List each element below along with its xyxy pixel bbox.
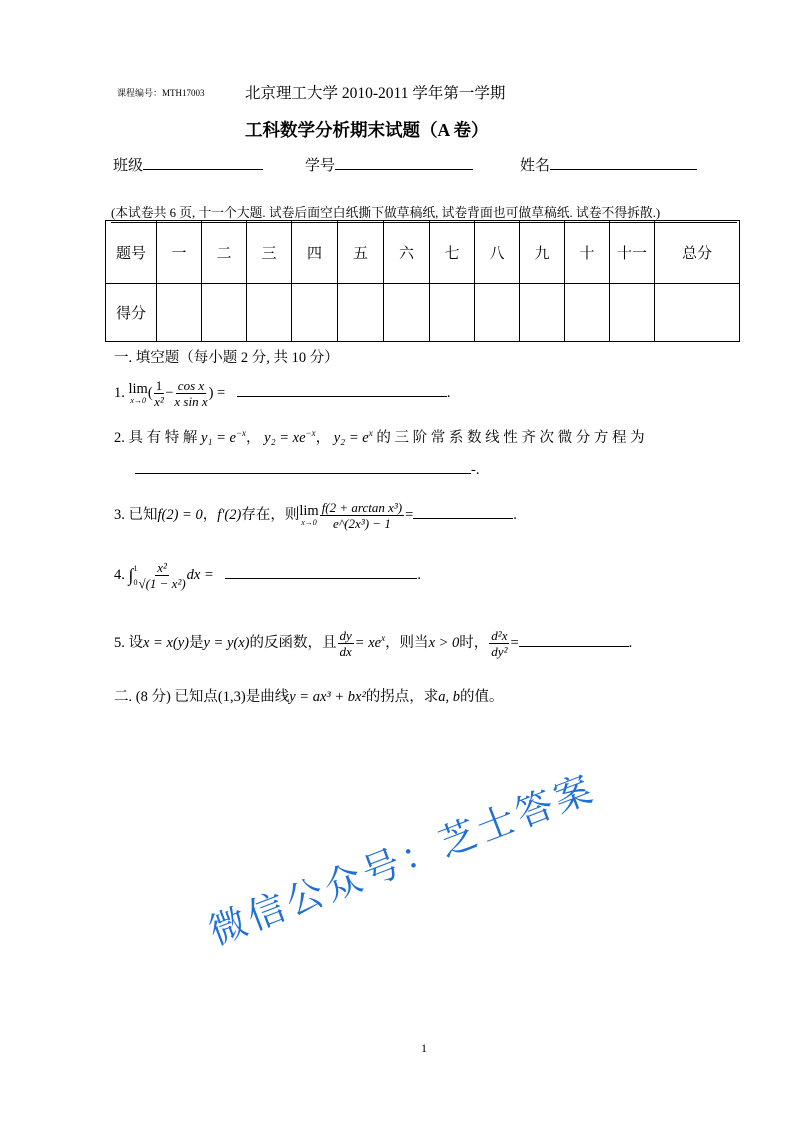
numerator: 1 (155, 378, 163, 393)
question-5 (114, 628, 632, 659)
col-header: 六 (384, 221, 430, 284)
solution-2: y₂ = xe (264, 430, 306, 446)
score-cell[interactable] (565, 284, 610, 342)
denominator: x² (154, 394, 164, 409)
course-code: 课程编号：MTH17003 (117, 88, 205, 98)
solution-1: y₁ = e (201, 430, 236, 446)
exponent: −x (235, 428, 247, 439)
denominator: e^(2x³) − 1 (332, 516, 391, 531)
col-header: 九 (520, 221, 565, 284)
lim-sub: x→0 (130, 395, 146, 405)
solution-3: y₂ = e (333, 430, 369, 446)
q-text: ，则当 (385, 634, 429, 651)
q2-answer-line (135, 462, 479, 479)
total-score-cell[interactable] (655, 284, 740, 342)
minus: − (165, 384, 174, 401)
q-num: 3. (114, 506, 125, 523)
col-header: 二 (202, 221, 247, 284)
numerator: d²x (491, 628, 508, 643)
numerator: cos x (177, 378, 205, 393)
denominator: x sin x (174, 394, 208, 409)
exponent: x (368, 428, 373, 439)
comma: ， (202, 506, 218, 523)
id-field (305, 154, 473, 175)
q-text: 的值。 (460, 689, 504, 705)
limit (299, 502, 319, 527)
equals: ) = (208, 384, 226, 401)
upper-limit: 1 (133, 563, 138, 573)
section2-question (114, 685, 504, 706)
score-cell[interactable] (338, 284, 384, 342)
fraction (138, 560, 185, 591)
university-term: 北京理工大学 2010-2011 学年第一学期 (245, 85, 506, 102)
q-text: 是曲线 (245, 689, 290, 705)
score-table (105, 220, 740, 342)
score-cell[interactable] (202, 284, 247, 342)
period: . (628, 634, 633, 651)
equals: = (405, 506, 414, 523)
col-header: 八 (475, 221, 520, 284)
exponent: x (381, 633, 386, 643)
q-text: 的 三 阶 常 系 数 线 性 齐 次 微 分 方 程 为 (376, 430, 645, 446)
col-header: 七 (430, 221, 475, 284)
q-text: 二. (8 分) 已知点 (114, 689, 218, 705)
page-number: 1 (421, 1041, 427, 1055)
q-num: 2. (114, 430, 125, 446)
period: -. (471, 462, 480, 478)
fraction (338, 628, 354, 659)
q-num: 1. (114, 384, 125, 401)
numerator: f(2 + arctan x³) (321, 500, 403, 515)
section1-heading: 一. 填空题（每小题 2 分, 共 10 分） (114, 350, 339, 366)
lower-limit: 0 (133, 577, 138, 587)
question-1 (114, 378, 450, 409)
math: y = y(x) (203, 634, 250, 651)
class-label: 班级 (113, 158, 144, 174)
name-label: 姓名 (520, 158, 551, 174)
col-header: 五 (338, 221, 384, 284)
fraction (154, 378, 165, 409)
exponent: −x (305, 428, 316, 439)
limit (128, 380, 148, 405)
integral-limits (133, 562, 137, 590)
col-header: 十 (565, 221, 610, 284)
lim-text: lim (128, 380, 148, 397)
math: f(2) = 0 (157, 506, 203, 523)
col-header-total: 总分 (655, 221, 740, 284)
denominator: √(1 − x²) (138, 576, 186, 591)
math: x > 0 (428, 634, 460, 651)
math: (1,3) (217, 689, 246, 705)
denominator: dy² (491, 644, 508, 659)
question-3 (114, 500, 517, 531)
score-cell[interactable] (384, 284, 430, 342)
paren: ( (147, 384, 153, 401)
math: x = x(y) (143, 634, 189, 651)
q-text: 是 (189, 634, 204, 651)
score-cell[interactable] (157, 284, 202, 342)
fraction (320, 500, 404, 531)
denominator: dx (339, 644, 352, 659)
q-text: 的拐点，求 (365, 689, 439, 705)
score-cell[interactable] (520, 284, 565, 342)
id-label: 学号 (305, 158, 336, 174)
answer-blank (413, 518, 513, 519)
page-title: 工科数学分析期末试题（A 卷） (245, 120, 489, 140)
name-field (520, 154, 697, 175)
score-cell[interactable] (430, 284, 475, 342)
watermark: 微信公众号：芝士答案 (203, 766, 602, 954)
period: . (446, 384, 451, 401)
q-text: 的反函数，且 (249, 634, 337, 651)
col-header: 三 (247, 221, 292, 284)
answer-blank (237, 396, 447, 397)
answer-blank (225, 578, 417, 579)
q-num: 4. (114, 566, 125, 583)
period: . (513, 506, 517, 523)
col-header: 四 (292, 221, 338, 284)
q-text: 具 有 特 解 (128, 430, 198, 446)
q-text: 存在，则 (241, 506, 300, 523)
math: a, b (438, 689, 461, 705)
name-blank (550, 169, 697, 170)
dx: dx = (186, 566, 214, 583)
id-blank (335, 169, 473, 170)
score-cell[interactable] (475, 284, 520, 342)
score-cell[interactable] (247, 284, 292, 342)
math: y = ax³ + bx² (289, 689, 366, 705)
col-header: 一 (157, 221, 202, 284)
score-cell[interactable] (610, 284, 655, 342)
math: = xe (354, 634, 382, 651)
q-text: 已知 (128, 506, 158, 523)
numerator: dy (339, 628, 352, 643)
exam-note: (本试卷共 6 页, 十一个大题. 试卷后面空白纸撕下做草稿纸, 试卷背面也可做草稿纸. 试卷不得拆散.) (111, 202, 737, 223)
q-text: 设 (128, 634, 143, 651)
question-2: 2. 具 有 特 解 $y_1 = e^{-x}$， $y_2 = xe^{-x}$， $y_2 = e^x$ 的 三 阶 常 系 数 线 性 齐 次 微 分 方 程 为 (114, 428, 645, 446)
answer-blank (519, 646, 629, 647)
row-label-score: 得分 (106, 284, 157, 342)
q-num: 5. (114, 634, 125, 651)
score-cell[interactable] (292, 284, 338, 342)
period: . (417, 566, 422, 583)
row-label-question: 题号 (106, 221, 157, 284)
lim-text: lim (299, 502, 319, 519)
fraction (174, 378, 207, 409)
numerator: x² (157, 560, 167, 575)
math: f′(2) (217, 506, 242, 523)
class-blank (143, 169, 263, 170)
lim-sub: x→0 (301, 517, 317, 527)
q-text: 时， (459, 634, 489, 651)
question-4 (114, 560, 421, 591)
answer-blank (135, 473, 471, 474)
col-header: 十一 (610, 221, 655, 284)
class-field (113, 154, 263, 175)
equals: = (510, 634, 519, 651)
integral-sign: ∫ (128, 565, 134, 585)
fraction (489, 628, 509, 659)
